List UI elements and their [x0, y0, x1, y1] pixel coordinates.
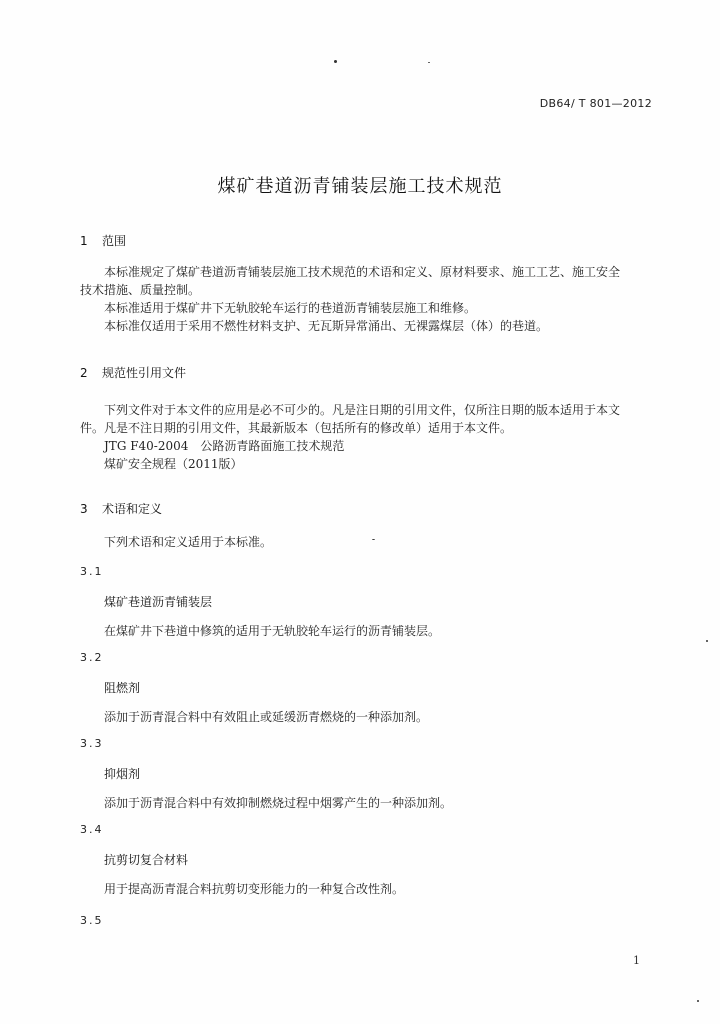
paragraph-line: 本标准规定了煤矿巷道沥青铺装层施工技术规范的术语和定义、原材料要求、施工工艺、施工安全	[104, 265, 621, 279]
term-definition: 添加于沥青混合料中有效阻止或延缓沥青燃烧的一种添加剂。	[104, 710, 429, 724]
paragraph-line: 件。凡是不注日期的引用文件，其最新版本（包括所有的修改单）适用于本文件。	[80, 421, 513, 435]
section-title: 规范性引用文件	[102, 366, 187, 380]
term-name: 抑烟剂	[104, 767, 141, 781]
section-title: 范围	[102, 234, 127, 248]
term-name: 阻燃剂	[104, 681, 141, 695]
term-name: 抗剪切复合材料	[104, 853, 189, 867]
section-body	[80, 533, 660, 551]
scan-speck	[334, 60, 337, 63]
section-number: 3	[80, 502, 88, 516]
scan-speck	[706, 640, 708, 642]
term-number: 3.2	[80, 651, 104, 664]
term-definition: 用于提高沥青混合料抗剪切变形能力的一种复合改性剂。	[104, 882, 405, 896]
paragraph-line: 下列术语和定义适用于本标准。	[104, 535, 273, 549]
reference-item: 煤矿安全规程（2011版）	[104, 457, 243, 471]
section-body	[80, 401, 660, 473]
term-definition: 在煤矿井下巷道中修筑的适用于无轨胶轮车运行的沥青铺装层。	[104, 624, 441, 638]
reference-item: JTG F40-2004 公路沥青路面施工技术规范	[104, 439, 345, 453]
section-heading	[80, 232, 126, 249]
paragraph-line: 下列文件对于本文件的应用是必不可少的。凡是注日期的引用文件，仅所注日期的版本适用于本文	[104, 403, 621, 417]
scan-speck	[697, 1000, 699, 1002]
page-title: 煤矿巷道沥青铺装层施工技术规范	[217, 176, 503, 197]
section-number: 2	[80, 366, 88, 380]
term-number: 3.5	[80, 914, 104, 927]
paragraph-line: 本标准适用于煤矿井下无轨胶轮车运行的巷道沥青铺装层施工和维修。	[104, 301, 477, 315]
section-heading	[80, 500, 162, 517]
scan-speck	[428, 62, 430, 63]
term-number: 3.1	[80, 565, 104, 578]
term-number: 3.4	[80, 823, 104, 836]
section-title: 术语和定义	[102, 502, 163, 516]
term-number: 3.3	[80, 737, 104, 750]
paragraph-line: 本标准仅适用于采用不燃性材料支护、无瓦斯异常涌出、无裸露煤层（体）的巷道。	[104, 319, 549, 333]
paragraph-line: 技术措施、质量控制。	[80, 283, 201, 297]
term-definition: 添加于沥青混合料中有效抑制燃烧过程中烟雾产生的一种添加剂。	[104, 796, 453, 810]
section-body	[80, 263, 660, 335]
page-number: 1	[633, 954, 640, 967]
term-name: 煤矿巷道沥青铺装层	[104, 595, 213, 609]
section-heading	[80, 364, 186, 381]
document-code: DB64/ T 801—2012	[539, 97, 652, 110]
section-number: 1	[80, 234, 88, 248]
